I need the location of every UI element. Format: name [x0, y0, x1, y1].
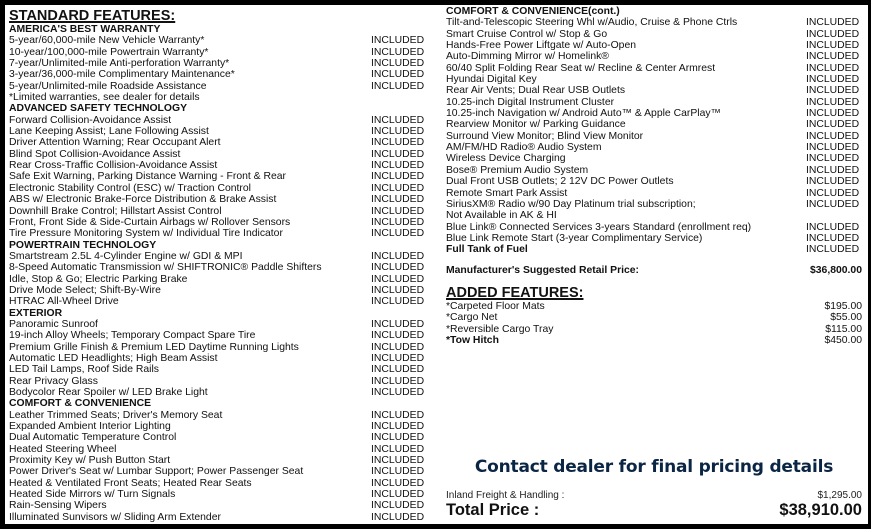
- feature-row: Blue Link Remote Start (3-year Complimentary Service) INCLUDED: [446, 232, 860, 244]
- feature-row: 8-Speed Automatic Transmission w/ SHIFTRONIC® Paddle Shifters INCLUDED: [9, 262, 425, 274]
- added-feature-row: *Tow Hitch $450.00: [446, 335, 862, 347]
- feature-row: Panoramic Sunroof INCLUDED: [9, 318, 425, 330]
- feature-row: Surround View Monitor; Blind View Monitor INCLUDED: [446, 130, 860, 142]
- feature-row: 19-inch Alloy Wheels; Temporary Compact Spare Tire INCLUDED: [9, 330, 425, 342]
- feature-row: Rearview Monitor w/ Parking Guidance INCLUDED: [446, 119, 860, 131]
- section-heading-warranty: AMERICA'S BEST WARRANTY: [9, 24, 161, 35]
- feature-row: Heated Steering Wheel INCLUDED: [9, 443, 425, 455]
- total-value: $38,910.00: [779, 501, 862, 519]
- full-tank-row: Full Tank of Fuel INCLUDED: [446, 244, 860, 256]
- feature-row: AM/FM/HD Radio® Audio System INCLUDED: [446, 142, 860, 154]
- freight-value: $1,295.00: [817, 490, 862, 501]
- feature-row: Expanded Ambient Interior Lighting INCLUDED: [9, 421, 425, 433]
- window-sticker: [5, 5, 868, 524]
- added-feature-row: *Cargo Net $55.00: [446, 312, 862, 324]
- feature-row: Blue Link® Connected Services 3-years Standard (enrollment req) INCLUDED: [446, 221, 860, 233]
- feature-row: Rear Air Vents; Dual Rear USB Outlets INCLUDED: [446, 85, 860, 97]
- feature-row: Idle, Stop & Go; Electric Parking Brake INCLUDED: [9, 273, 425, 285]
- left-column: [5, 5, 435, 523]
- msrp-row: [442, 264, 866, 278]
- feature-row: Tilt-and-Telescopic Steering Whl w/Audio, Cruise & Phone Ctrls INCLUDED: [446, 17, 860, 29]
- feature-row: Rain-Sensing Wipers INCLUDED: [9, 500, 425, 512]
- standard-features-title: STANDARD FEATURES:: [9, 8, 176, 24]
- added-feature-row: *Carpeted Floor Mats $195.00: [446, 301, 862, 312]
- feature-row: Driver Attention Warning; Rear Occupant Alert INCLUDED: [9, 137, 425, 149]
- feature-row: Downhill Brake Control; Hillstart Assist Control INCLUDED: [9, 205, 425, 217]
- section-heading-powertrain: POWERTRAIN TECHNOLOGY: [9, 239, 157, 251]
- section-heading-safety: ADVANCED SAFETY TECHNOLOGY: [9, 103, 187, 115]
- feature-row: Forward Collision-Avoidance Assist INCLUDED: [9, 114, 425, 126]
- section-heading-exterior: EXTERIOR: [9, 307, 63, 319]
- feature-row: Blind Spot Collision-Avoidance Assist INCLUDED: [9, 148, 425, 160]
- feature-row: Wireless Device Charging INCLUDED: [446, 153, 860, 165]
- feature-row: 10.25-inch Navigation w/ Android Auto™ & Apple CarPlay™ INCLUDED: [446, 108, 860, 120]
- feature-row: Dual Front USB Outlets; 2 12V DC Power Outlets INCLUDED: [446, 176, 860, 188]
- feature-row: Lane Keeping Assist; Lane Following Assist INCLUDED: [9, 126, 425, 138]
- feature-row: Smart Cruise Control w/ Stop & Go INCLUDED: [446, 28, 860, 40]
- contact-dealer-banner: Contact dealer for final pricing details: [474, 457, 834, 477]
- total-label: Total Price :: [446, 501, 540, 519]
- feature-row: Automatic LED Headlights; High Beam Assist INCLUDED: [9, 352, 425, 364]
- feature-row: Heated & Ventilated Front Seats; Heated Rear Seats INCLUDED: [9, 477, 425, 489]
- feature-row: SiriusXM® Radio w/90 Day Platinum trial subscription; INCLUDED: [446, 198, 860, 210]
- feature-row: 5-year/Unlimited-mile Roadside Assistance INCLUDED: [9, 80, 425, 92]
- feature-row: Drive Mode Select; Shift-By-Wire INCLUDED: [9, 284, 425, 296]
- feature-row: Tire Pressure Monitoring System w/ Individual Tire Indicator INCLUDED: [9, 228, 425, 240]
- section-heading-comfort-cont: COMFORT & CONVENIENCE(cont.): [446, 6, 620, 17]
- feature-row: HTRAC All-Wheel Drive INCLUDED: [9, 296, 425, 308]
- feature-row: Hands-Free Power Liftgate w/ Auto-Open INCLUDED: [446, 40, 860, 52]
- msrp-value: $36,800.00: [809, 265, 862, 276]
- feature-row: ABS w/ Electronic Brake-Force Distribution & Brake Assist INCLUDED: [9, 194, 425, 206]
- msrp-label: Manufacturer's Suggested Retail Price:: [446, 265, 640, 276]
- feature-row: LED Tail Lamps, Roof Side Rails INCLUDED: [9, 364, 425, 376]
- feature-row: Bose® Premium Audio System INCLUDED: [446, 164, 860, 176]
- feature-row: Illuminated Sunvisors w/ Sliding Arm Extender INCLUDED: [9, 511, 425, 523]
- feature-row: Heated Side Mirrors w/ Turn Signals INCLUDED: [9, 489, 425, 501]
- feature-row: Leather Trimmed Seats; Driver's Memory Seat INCLUDED: [9, 409, 425, 421]
- feature-row: Electronic Stability Control (ESC) w/ Traction Control INCLUDED: [9, 182, 425, 194]
- freight-label: Inland Freight & Handling :: [446, 490, 565, 501]
- feature-row: Rear Privacy Glass INCLUDED: [9, 375, 425, 387]
- feature-row: 5-year/60,000-mile New Vehicle Warranty* INCLUDED: [9, 35, 425, 47]
- warranty-note: *Limited warranties, see dealer for details: [9, 92, 200, 104]
- feature-row: Remote Smart Park Assist INCLUDED: [446, 187, 860, 199]
- feature-row: Power Driver's Seat w/ Lumbar Support; Power Passenger Seat INCLUDED: [9, 466, 425, 478]
- added-features-title: ADDED FEATURES:: [446, 285, 584, 301]
- feature-row: 7-year/Unlimited-mile Anti-perforation Warranty* INCLUDED: [9, 58, 425, 70]
- feature-row: Dual Automatic Temperature Control INCLUDED: [9, 432, 425, 444]
- feature-row: Safe Exit Warning, Parking Distance Warning - Front & Rear INCLUDED: [9, 171, 425, 183]
- feature-row: Hyundai Digital Key INCLUDED: [446, 74, 860, 86]
- feature-row: Proximity Key w/ Push Button Start INCLUDED: [9, 455, 425, 467]
- added-feature-row: *Reversible Cargo Tray $115.00: [446, 323, 862, 335]
- feature-row: Bodycolor Rear Spoiler w/ LED Brake Light INCLUDED: [9, 387, 425, 398]
- feature-row: Premium Grille Finish & Premium LED Daytime Running Lights INCLUDED: [9, 341, 425, 353]
- added-features: [442, 285, 866, 346]
- feature-row: Smartstream 2.5L 4-Cylinder Engine w/ GDI & MPI INCLUDED: [9, 250, 425, 262]
- feature-row-continuation: Not Available in AK & HI: [446, 210, 557, 222]
- feature-row: Front, Front Side & Side-Curtain Airbags w/ Rollover Sensors INCLUDED: [9, 216, 425, 228]
- feature-row: 60/40 Split Folding Rear Seat w/ Recline & Center Armrest INCLUDED: [446, 62, 860, 74]
- feature-row: Auto-Dimming Mirror w/ Homelink® INCLUDED: [446, 51, 860, 63]
- section-heading-comfort: COMFORT & CONVENIENCE: [9, 398, 152, 410]
- total-price-row: [442, 500, 866, 520]
- feature-row: Rear Cross-Traffic Collision-Avoidance Assist INCLUDED: [9, 160, 425, 172]
- right-column: [442, 5, 866, 519]
- feature-row: 10.25-inch Digital Instrument Cluster INCLUDED: [446, 96, 860, 108]
- feature-row: 10-year/100,000-mile Powertrain Warranty* INCLUDED: [9, 46, 425, 58]
- feature-row: 3-year/36,000-mile Complimentary Maintenance* INCLUDED: [9, 69, 425, 81]
